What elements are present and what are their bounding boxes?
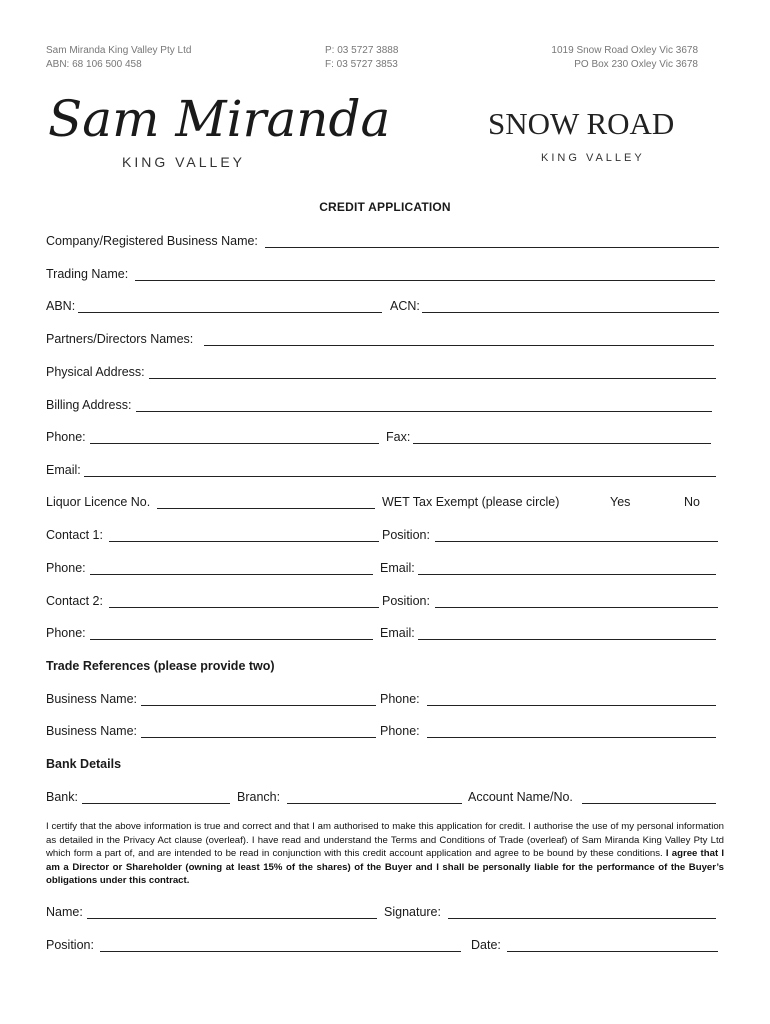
company-phone: P: 03 5727 3888 [325, 45, 399, 56]
email-label: Email: [46, 463, 81, 477]
partners-label: Partners/Directors Names: [46, 332, 194, 346]
phone-field[interactable] [90, 443, 379, 444]
position-field[interactable] [100, 951, 461, 952]
acn-field[interactable] [422, 312, 719, 313]
certification-paragraph [46, 820, 724, 888]
bank-details-heading: Bank Details [46, 757, 122, 771]
bank-label: Bank: [46, 790, 78, 804]
contact2-field[interactable] [109, 607, 379, 608]
date-label: Date: [471, 938, 501, 952]
branch-field[interactable] [287, 803, 462, 804]
physical-address-label: Physical Address: [46, 365, 145, 379]
billing-address-label: Billing Address: [46, 398, 132, 412]
logo-king-valley-left: KING VALLEY [122, 154, 246, 170]
name-field[interactable] [87, 918, 377, 919]
trade-ref1-business-label: Business Name: [46, 692, 138, 706]
trading-name-label: Trading Name: [46, 267, 129, 281]
trading-name-field[interactable] [135, 280, 715, 281]
contact1-label: Contact 1: [46, 528, 103, 542]
trade-ref1-row [46, 692, 724, 710]
phone-fax-block [325, 44, 398, 72]
contact1-phone-label: Phone: [46, 561, 86, 575]
contact1-field[interactable] [109, 541, 379, 542]
account-field[interactable] [582, 803, 716, 804]
snow-road-logo [486, 104, 706, 174]
contact2-phone-field[interactable] [90, 639, 373, 640]
contact1-row [46, 528, 724, 546]
partners-field[interactable] [204, 345, 714, 346]
physical-address-row [46, 365, 724, 383]
contact2-row [46, 594, 724, 612]
email-field[interactable] [84, 476, 716, 477]
signature-field[interactable] [448, 918, 716, 919]
signature-label: Signature: [384, 905, 441, 919]
company-name-label: Company/Registered Business Name: [46, 234, 258, 248]
billing-address-row [46, 398, 724, 416]
company-abn: ABN: 68 106 500 458 [46, 59, 142, 70]
trade-ref1-business-field[interactable] [141, 705, 376, 706]
position2-label: Position: [382, 594, 430, 608]
contact2-phone-email-row [46, 626, 724, 644]
phone-label: Phone: [46, 430, 86, 444]
trade-ref2-phone-field[interactable] [427, 737, 716, 738]
billing-address-field[interactable] [136, 411, 712, 412]
liquor-wet-row [46, 495, 724, 513]
contact1-email-label: Email: [380, 561, 415, 575]
trade-references-heading: Trade References (please provide two) [46, 659, 275, 673]
certification-bold-text: I agree that I am a Director or Shareholder (owning at least 15% of the shares) of the Buyer and I shall be personally liable for the performance of the Buyer’s obligations under this contract. [46, 848, 724, 886]
liquor-licence-label: Liquor Licence No. [46, 495, 151, 509]
date-field[interactable] [507, 951, 718, 952]
contact1-phone-email-row [46, 561, 724, 579]
wet-no-option[interactable]: No [684, 495, 700, 509]
position1-field[interactable] [435, 541, 718, 542]
phone-fax-row [46, 430, 724, 448]
contact2-label: Contact 2: [46, 594, 103, 608]
bank-field[interactable] [82, 803, 230, 804]
trade-ref1-phone-label: Phone: [380, 692, 420, 706]
company-name: Sam Miranda King Valley Pty Ltd [46, 45, 192, 56]
abn-acn-row [46, 299, 724, 317]
position2-field[interactable] [435, 607, 718, 608]
name-label: Name: [46, 905, 83, 919]
contact2-phone-label: Phone: [46, 626, 86, 640]
page-title: CREDIT APPLICATION [319, 200, 451, 214]
wet-yes-option[interactable]: Yes [610, 495, 631, 509]
trade-ref2-phone-label: Phone: [380, 724, 420, 738]
trading-name-row [46, 267, 724, 285]
sam-miranda-logo [44, 80, 391, 175]
acn-label: ACN: [390, 299, 420, 313]
position-label: Position: [46, 938, 94, 952]
abn-field[interactable] [78, 312, 382, 313]
logo-snow-road-text: SNOW ROAD [488, 106, 675, 141]
contact1-email-field[interactable] [418, 574, 716, 575]
name-signature-row [46, 905, 724, 923]
fax-field[interactable] [413, 443, 711, 444]
contact2-email-label: Email: [380, 626, 415, 640]
address-block [520, 44, 698, 72]
trade-ref1-phone-field[interactable] [427, 705, 716, 706]
branch-label: Branch: [237, 790, 281, 804]
trade-ref2-business-label: Business Name: [46, 724, 138, 738]
position-date-row [46, 938, 724, 956]
certification-text: I certify that the above information is true and correct and that I am authorised to make this application for credit. I authorise the use of my personal information as detailed in the Privacy Act clause (overleaf). I have read and understand the Terms and Conditions of Trade (overleaf) of Sam Miranda King Valley Pty Ltd which form a part of, and are intended to be read in conjunction with this credit account application and agree to be bound by these conditions. [46, 821, 724, 859]
company-name-row [46, 234, 724, 252]
company-fax: F: 03 5727 3853 [325, 59, 398, 70]
street-address: 1019 Snow Road Oxley Vic 3678 [551, 45, 698, 56]
company-contact-block [46, 44, 191, 72]
postal-address: PO Box 230 Oxley Vic 3678 [574, 59, 698, 70]
bank-row [46, 790, 724, 808]
account-label: Account Name/No. [468, 790, 573, 804]
abn-label: ABN: [46, 299, 76, 313]
trade-ref2-row [46, 724, 724, 742]
wet-tax-label: WET Tax Exempt (please circle) [382, 495, 560, 509]
logo-king-valley-right: KING VALLEY [541, 152, 645, 164]
contact2-email-field[interactable] [418, 639, 716, 640]
partners-row [46, 332, 724, 350]
liquor-licence-field[interactable] [157, 508, 375, 509]
contact1-phone-field[interactable] [90, 574, 373, 575]
fax-label: Fax: [386, 430, 411, 444]
position1-label: Position: [382, 528, 430, 542]
company-name-field[interactable] [265, 247, 719, 248]
trade-ref2-business-field[interactable] [141, 737, 376, 738]
logo-script-text: Sam Miranda [48, 90, 391, 148]
email-row [46, 463, 724, 481]
physical-address-field[interactable] [149, 378, 716, 379]
